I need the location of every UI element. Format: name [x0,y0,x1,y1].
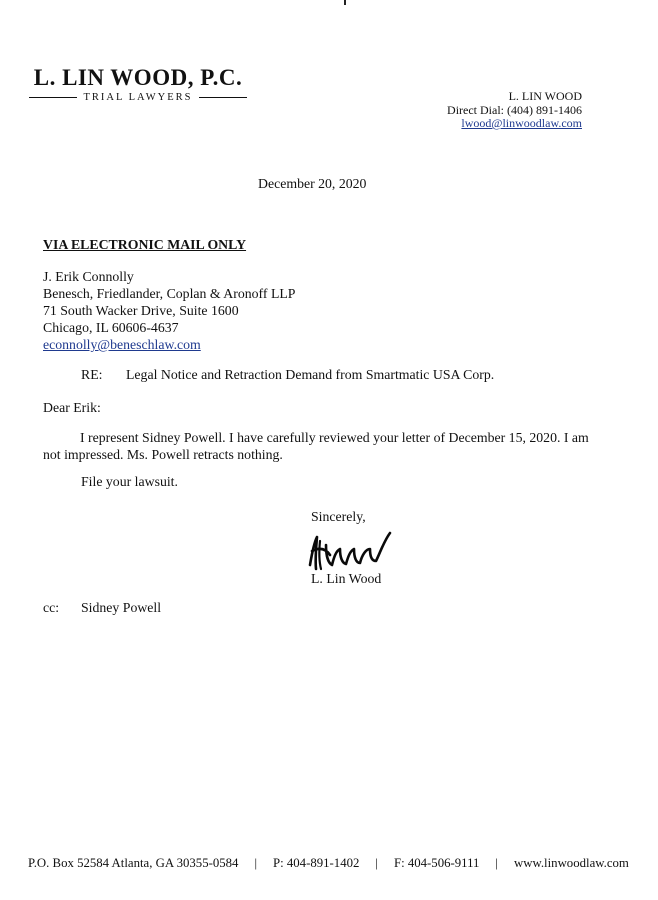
salutation: Dear Erik: [43,400,101,415]
contact-block [447,90,582,131]
re-label: RE: [81,367,103,382]
firm-name: L. LIN WOOD, P.C. [33,65,243,90]
cc-label: cc: [43,600,60,615]
footer-separator: | [495,856,498,870]
footer-separator: | [375,856,378,870]
right-rule [199,97,247,98]
cc-name: Sidney Powell [81,600,162,615]
firm-subtitle-row [29,92,247,103]
contact-email-link[interactable]: lwood@linwoodlaw.com [461,116,582,130]
letter-date: December 20, 2020 [258,176,367,191]
contact-name: L. LIN WOOD [508,89,582,103]
footer-phone: P: 404-891-1402 [273,856,360,870]
recipient-address [43,268,295,353]
firm-subtitle: TRIAL LAWYERS [83,92,193,103]
recipient-street: 71 South Wacker Drive, Suite 1600 [43,303,239,318]
recipient-email-link[interactable]: econnolly@beneschlaw.com [43,337,201,352]
signoff: Sincerely, [311,509,366,524]
signer-name: L. Lin Wood [311,571,382,586]
footer [28,856,628,871]
re-subject: Legal Notice and Retraction Demand from Smartmatic USA Corp. [126,367,495,382]
recipient-name: J. Erik Connolly [43,269,134,284]
closing-line: File your lawsuit. [81,474,178,489]
left-rule [29,97,77,98]
letterhead [29,64,247,103]
footer-fax: F: 404-506-9111 [393,856,480,870]
direct-dial: Direct Dial: (404) 891-1406 [447,102,582,117]
scan-mark [344,0,346,5]
body-paragraph [43,429,603,463]
delivery-method: VIA ELECTRONIC MAIL ONLY [43,237,247,252]
recipient-firm: Benesch, Friedlander, Coplan & Aronoff LLP [43,286,296,301]
footer-website: www.linwoodlaw.com [513,856,629,870]
footer-address: P.O. Box 52584 Atlanta, GA 30355-0584 [28,856,239,870]
recipient-city: Chicago, IL 60606-4637 [43,320,179,335]
footer-separator: | [254,856,258,870]
body-paragraph-text: I represent Sidney Powell. I have carefully reviewed your letter of December 15, 2020. I am not impressed. Ms. Powell retracts nothing. [43,430,589,462]
